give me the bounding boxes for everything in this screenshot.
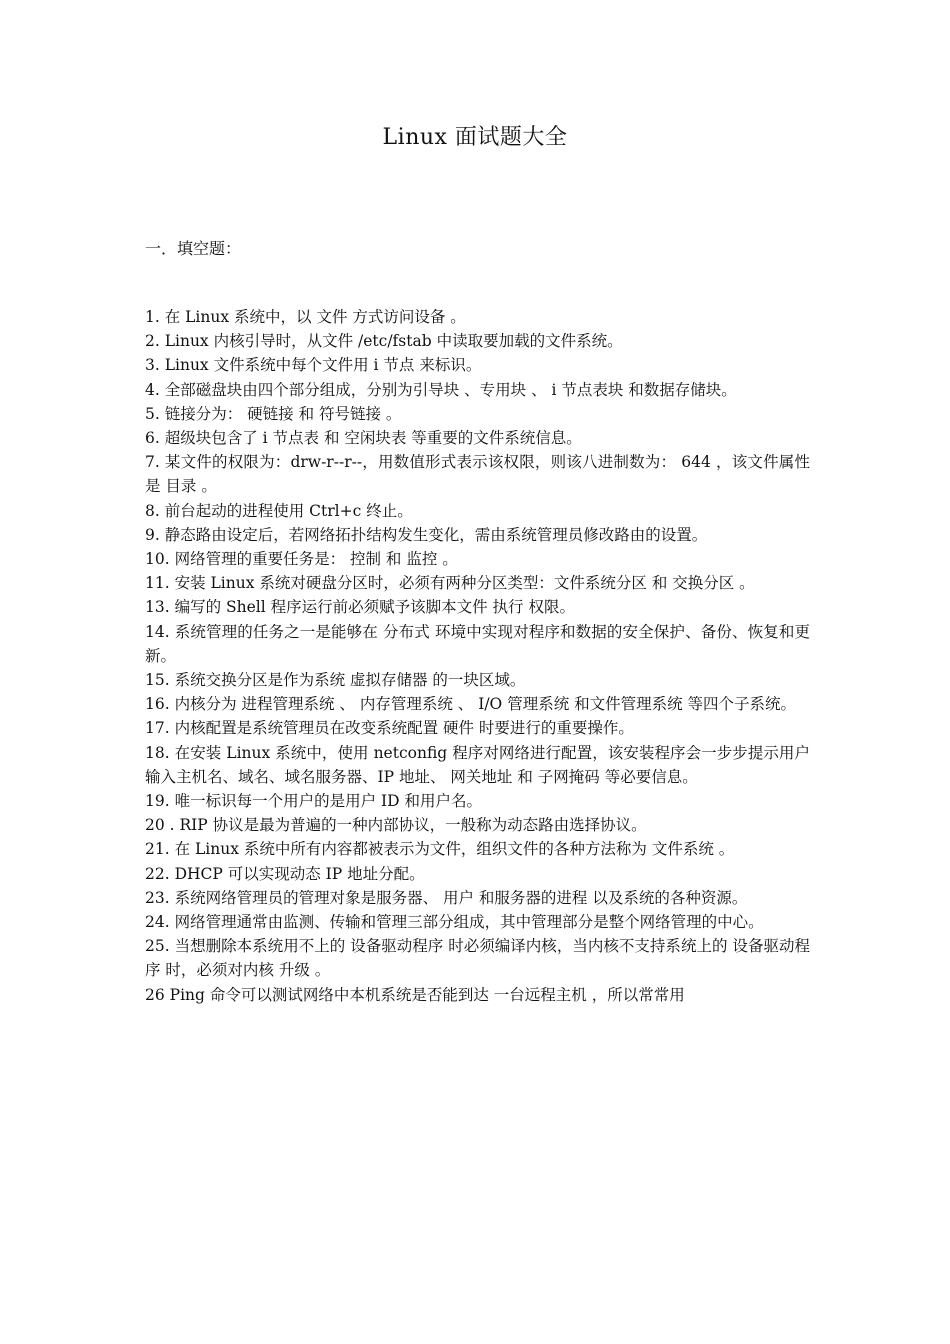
question-item: 2. Linux 内核引导时，从文件 /etc/fstab 中读取要加载的文件系统。 xyxy=(145,332,623,351)
question-item: 21. 在 Linux 系统中所有内容都被表示为文件，组织文件的各种方法称为 文件系统 。 xyxy=(145,840,735,859)
question-item: 5. 链接分为： 硬链接 和 符号链接 。 xyxy=(145,404,402,423)
question-item: 16. 内核分为 进程管理系统 、 内存管理系统 、 I/O 管理系统 和文件管理系统 等四个子系统。 xyxy=(145,695,797,714)
question-item: 20 . RIP 协议是最为普遍的一种内部协议，一般称为动态路由选择协议。 xyxy=(145,816,647,835)
question-item: 23. 系统网络管理员的管理对象是服务器、 用户 和服务器的进程 以及系统的各种资源。 xyxy=(145,888,748,907)
question-item: 4. 全部磁盘块由四个部分组成，分别为引导块 、专用块 、 i 节点表块 和数据存储块。 xyxy=(145,380,737,399)
question-item: 3. Linux 文件系统中每个文件用 i 节点 来标识。 xyxy=(145,356,482,375)
question-list xyxy=(145,305,810,1007)
question-item: 11. 安装 Linux 系统对硬盘分区时，必须有两种分区类型：文件系统分区 和 交换分区 。 xyxy=(145,574,755,593)
question-item: 9. 静态路由设定后，若网络拓扑结构发生变化，需由系统管理员修改路由的设置。 xyxy=(145,525,708,544)
question-item: 7. 某文件的权限为：drw-r--r--，用数值形式表示该权限，则该八进制数为： 644 ，该文件属性是 目录 。 xyxy=(145,453,810,496)
question-item: 22. DHCP 可以实现动态 IP 地址分配。 xyxy=(145,864,425,883)
question-item: 26 Ping 命令可以测试网络中本机系统是否能到达 一台远程主机 ，所以常常用 xyxy=(145,985,685,1004)
question-item: 14. 系统管理的任务之一是能够在 分布式 环境中实现对程序和数据的安全保护、备份、恢复和更新。 xyxy=(145,622,810,665)
document-title: Linux 面试题大全 xyxy=(382,125,568,150)
question-item: 18. 在安装 Linux 系统中，使用 netconfig 程序对网络进行配置，该安装程序会一步步提示用户输入主机名、域名、域名服务器、IP 地址、 网关地址 和 子网掩码 等必要信息。 xyxy=(145,743,810,786)
question-item: 24. 网络管理通常由监测、传输和管理三部分组成，其中管理部分是整个网络管理的中心。 xyxy=(145,913,764,932)
question-item: 25. 当想删除本系统用不上的 设备驱动程序 时必须编译内核，当内核不支持系统上的 设备驱动程序 时，必须对内核 升级 。 xyxy=(145,937,810,980)
question-item: 1. 在 Linux 系统中，以 文件 方式访问设备 。 xyxy=(145,308,466,326)
question-item: 13. 编写的 Shell 程序运行前必须赋予该脚本文件 执行 权限。 xyxy=(145,598,575,617)
question-item: 19. 唯一标识每一个用户的是用户 ID 和用户名。 xyxy=(145,792,482,811)
section-heading: 一．填空题： xyxy=(145,239,242,258)
question-item: 15. 系统交换分区是作为系统 虚拟存储器 的一块区域。 xyxy=(145,671,526,690)
question-item: 10. 网络管理的重要任务是： 控制 和 监控 。 xyxy=(145,550,458,569)
question-item: 17. 内核配置是系统管理员在改变系统配置 硬件 时要进行的重要操作。 xyxy=(145,719,634,738)
question-item: 8. 前台起动的进程使用 Ctrl+c 终止。 xyxy=(145,501,413,520)
question-item: 6. 超级块包含了 i 节点表 和 空闲块表 等重要的文件系统信息。 xyxy=(145,429,582,448)
